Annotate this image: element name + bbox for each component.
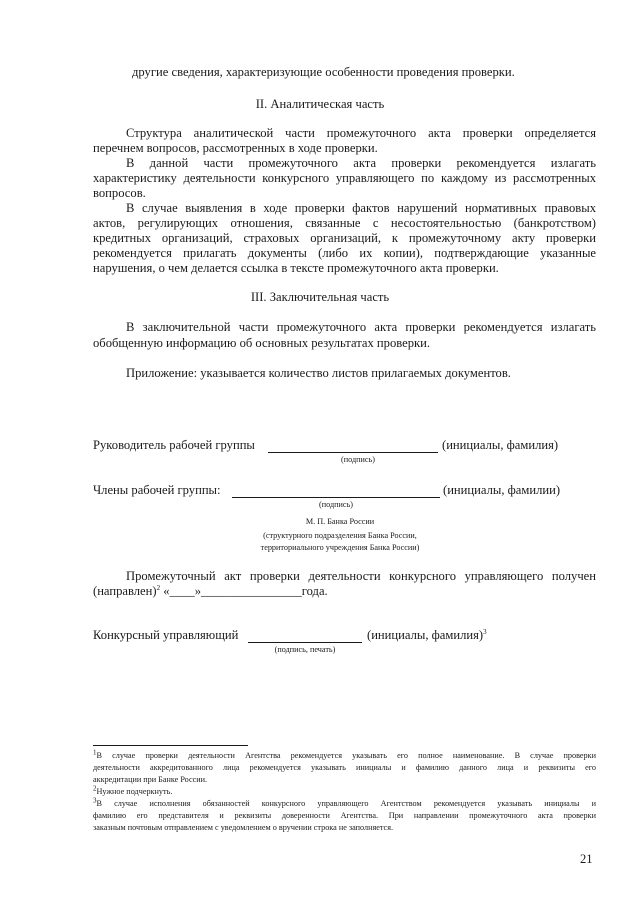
leader-signature-line — [268, 452, 438, 453]
footnote-2: $^2$Нужное подчеркнуть. — [93, 784, 173, 796]
stamp-line1: М. П. Банка России — [305, 517, 375, 526]
members-suffix: (инициалы, фамилии) — [443, 483, 561, 497]
manager-label: Конкурсный управляющий — [93, 628, 239, 642]
footnote-1-line3: аккредитации при Банке России. — [93, 775, 208, 784]
manager-suffix: (инициалы, фамилия)$^3$ — [367, 627, 487, 642]
manager-caption: (подпись, печать) — [274, 645, 336, 654]
section-2-p3-line3: кредитных организаций, страховых организаций, к промежуточному акту проверки — [93, 231, 596, 245]
footnote-3-line2: фамилию его представителя и реквизиты доверенности Агентства. При направлении промежуточного акта проверки — [93, 811, 596, 820]
manager-signature-line — [248, 642, 362, 643]
footnote-3-line3: заказным почтовым отправлением с уведомлением о вручении строка не заполняется. — [93, 823, 394, 832]
stamp-line3: территориального учреждения Банка России) — [260, 543, 420, 552]
leader-caption: (подпись) — [341, 455, 375, 464]
footnote-1-line2: деятельности аккредитованного лица рекомендуется указывать инициалы и фамилию данного лица и реквизиты его — [93, 763, 596, 772]
leader-label: Руководитель рабочей группы — [93, 438, 255, 452]
receipt-line2: (направлен)$^2$ «____»________________года. — [93, 583, 328, 598]
section-2-p2-line2: характеристику деятельности конкурсного управляющего по каждому из рассмотренных — [93, 171, 596, 185]
footnote-3-line1: $^3$В случае исполнения обязанностей конкурсного управляющего Агентством рекомендуется указывать инициалы и — [93, 796, 596, 808]
section-2-p3-line2: актов, регулирующих отношения, связанные с несостоятельностью (банкротством) — [93, 216, 596, 230]
intro-line: другие сведения, характеризующие особенности проведения проверки. — [132, 65, 515, 79]
section-2-p1-line2: перечнем вопросов, рассмотренных в ходе проверки. — [93, 141, 378, 155]
section-2-p3-line4: рекомендуется прилагать документы (либо их копии), подтверждающие указанные — [93, 246, 596, 260]
footnote-separator — [93, 745, 248, 746]
leader-suffix: (инициалы, фамилия) — [442, 438, 559, 452]
section-3-p1-line1: В заключительной части промежуточного акта проверки рекомендуется излагать — [126, 320, 596, 334]
section-2-p2-line3: вопросов. — [93, 186, 146, 200]
section-2-p3-line5: нарушения, о чем делается ссылка в тексте промежуточного акта проверки. — [93, 261, 499, 275]
receipt-line1: Промежуточный акт проверки деятельности конкурсного управляющего получен — [126, 569, 596, 583]
footnote-1-line1: $^1$В случае проверки деятельности Агентства рекомендуется указывать его полное наименование. В случае проверки — [93, 748, 596, 760]
members-signature-line — [232, 497, 440, 498]
section-3-p1-line2: обобщенную информацию об основных результатах проверки. — [93, 336, 431, 350]
appendix-line: Приложение: указывается количество листов прилагаемых документов. — [126, 366, 511, 380]
section-2-p2-line1: В данной части промежуточного акта проверки рекомендуется излагать — [126, 156, 596, 170]
section-2-p1-line1: Структура аналитической части промежуточного акта проверки определяется — [126, 126, 596, 140]
stamp-line2: (структурного подразделения Банка России, — [263, 531, 417, 540]
members-caption: (подпись) — [319, 500, 353, 509]
page-number: 21 — [580, 852, 593, 866]
members-label: Члены рабочей группы: — [93, 483, 221, 497]
section-3-heading: III. Заключительная часть — [250, 290, 390, 304]
section-2-heading: II. Аналитическая часть — [255, 97, 385, 111]
section-2-p3-line1: В случае выявления в ходе проверки фактов нарушений нормативных правовых — [126, 201, 596, 215]
